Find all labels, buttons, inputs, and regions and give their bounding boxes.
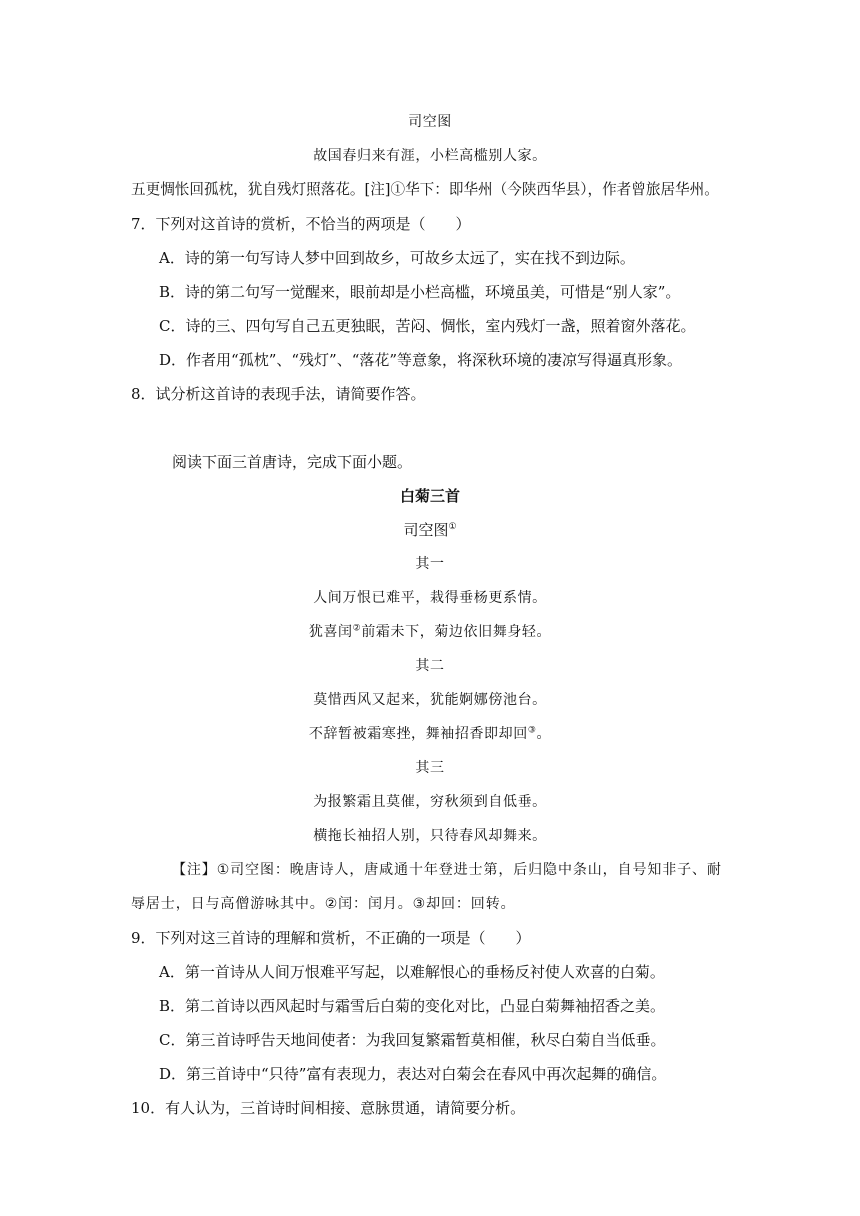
- q7-stem: 7．下列对这首诗的赏析，不恰当的两项是（ ）: [131, 215, 471, 233]
- poem1-line1: 故国春归来有涯，小栏高槛别人家。: [313, 148, 547, 164]
- q9-stem: 9．下列对这三首诗的理解和赏析，不正确的一项是（ ）: [131, 929, 531, 947]
- poem2-part2-line1: 莫惜西风又起来，犹能婀娜傍池台。: [313, 692, 547, 708]
- poem2-part3-title: 其三: [415, 760, 445, 776]
- poem2-part2-line2-a: 不辞暂被霜寒挫，舞袖招香即却回: [308, 726, 528, 742]
- poem2-author-line: [0, 520, 860, 540]
- poem2-part1-line1: 人间万恨已难平，栽得垂杨更系情。: [313, 590, 547, 606]
- q10-stem: 10．有人认为，三首诗时间相接、意脉贯通，请简要分析。: [131, 1099, 526, 1117]
- reading-intro: 阅读下面三首唐诗，完成下面小题。: [172, 453, 413, 471]
- q9-option-b: B．第二首诗以西风起时与霜雪后白菊的变化对比，凸显白菊舞袖招香之美。: [159, 997, 666, 1015]
- poem2-part2-line2-b: 。: [536, 726, 552, 742]
- q9-option-d: D．第三首诗中“只待”富有表现力，表达对白菊会在春风中再次起舞的确信。: [159, 1065, 667, 1083]
- poem1-line2-with-note: 五更惆怅回孤枕，犹自残灯照落花。[注]①华下：即华州（今陕西华县），作者曾旅居华州。: [131, 181, 719, 198]
- poem2-author: 司空图: [403, 521, 449, 539]
- q7-option-b: B．诗的第二句写一觉醒来，眼前却是小栏高槛，环境虽美，可惜是“别人家”。: [159, 283, 681, 301]
- poem2-part2-title: 其二: [415, 658, 445, 674]
- poem1-author: 司空图: [408, 114, 452, 130]
- q7-option-c: C．诗的三、四句写自己五更独眠，苦闷、惆怅，室内残灯一盏，照着窗外落花。: [159, 317, 696, 335]
- poem2-part3-line1: 为报繁霜且莫催，穷秋须到自低垂。: [313, 794, 547, 810]
- q7-option-a: A．诗的第一句写诗人梦中回到故乡，可故乡太远了，实在找不到边际。: [159, 249, 635, 267]
- q9-option-c: C．第三首诗呼告天地间使者：为我回复繁霜暂莫相催，秋尽白菊自当低垂。: [159, 1031, 666, 1049]
- q7-option-d: D．作者用“孤枕”、“残灯”、“落花”等意象，将深秋环境的凄凉写得逼真形象。: [159, 351, 683, 369]
- poem2-part2-line2: [0, 724, 860, 744]
- note-marker-1: ①: [448, 522, 457, 532]
- poem2-title: 白菊三首: [399, 487, 460, 505]
- poem2-note-line2: 辱居士，日与高僧游咏其中。②闰：闰月。③却回：回转。: [131, 896, 516, 912]
- poem2-part3-line2: 横拖长袖招人别，只待春风却舞来。: [313, 828, 547, 844]
- q8-stem: 8．试分析这首诗的表现手法，请简要作答。: [131, 385, 426, 403]
- poem2-note-line1: 【注】①司空图：晚唐诗人，唐咸通十年登进士第，后归隐中条山，自号知非子、耐: [172, 862, 722, 878]
- poem2-part1-line2-a: 犹喜闰: [308, 624, 353, 640]
- poem2-part1-line2: [0, 622, 860, 642]
- q9-option-a: A．第一首诗从人间万恨难平写起，以难解恨心的垂杨反衬使人欢喜的白菊。: [159, 963, 665, 981]
- poem2-part1-line2-b: 前霜未下，菊边依旧舞身轻。: [361, 624, 552, 640]
- poem2-part1-title: 其一: [415, 556, 445, 572]
- note-marker-2: ②: [352, 623, 362, 634]
- note-marker-3: ③: [527, 725, 537, 736]
